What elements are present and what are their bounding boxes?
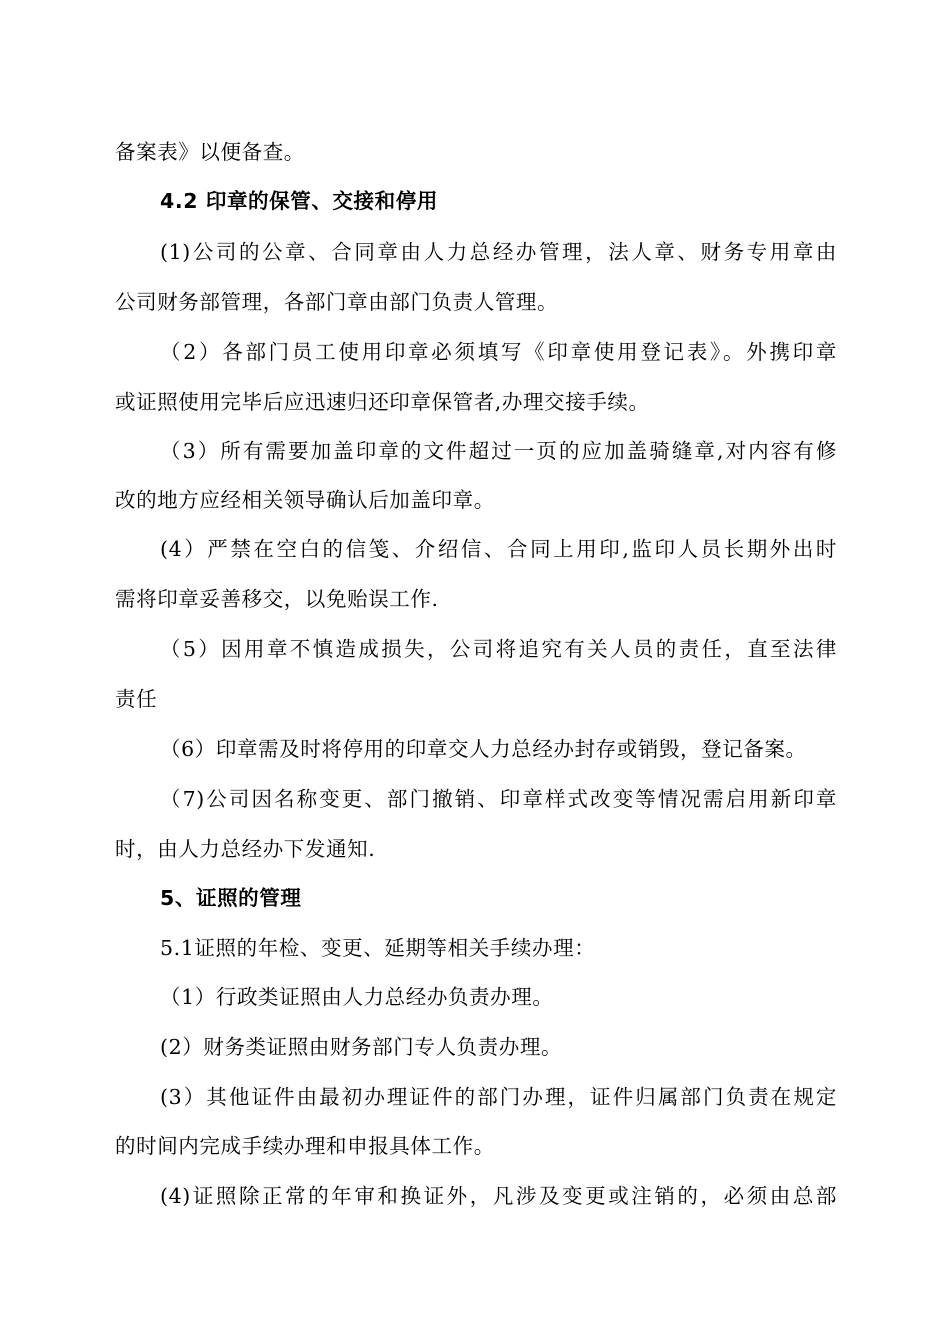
paragraph-line: （1）行政类证照由人力总经办负责办理。 bbox=[160, 985, 554, 1009]
paragraph-line: 责任 bbox=[115, 687, 158, 711]
paragraph-line: 的时间内完成手续办理和申报具体工作。 bbox=[115, 1134, 495, 1158]
section-heading-4-2: 4.2 印章的保管、交接和停用 bbox=[160, 189, 438, 213]
paragraph-line: (4)证照除正常的年审和换证外，凡涉及变更或注销的，必须由总部 bbox=[160, 1184, 837, 1208]
paragraph-line: 公司财务部管理，各部门章由部门负责人管理。 bbox=[115, 290, 559, 314]
paragraph-line: (1)公司的公章、合同章由人力总经办管理，法人章、财务专用章由 bbox=[160, 240, 837, 264]
paragraph-line: 或证照使用完毕后应迅速归还印章保管者,办理交接手续。 bbox=[115, 390, 650, 414]
paragraph-line: 5.1证照的年检、变更、延期等相关手续办理： bbox=[160, 936, 596, 960]
paragraph-line: （5）因用章不慎造成损失，公司将追究有关人员的责任，直至法律 bbox=[160, 637, 837, 661]
paragraph-line: 时，由人力总经办下发通知. bbox=[115, 837, 376, 861]
paragraph-line: （6）印章需及时将停用的印章交人力总经办封存或销毁，登记备案。 bbox=[160, 737, 807, 761]
section-heading-5: 5、证照的管理 bbox=[160, 886, 302, 910]
paragraph-line: （3）所有需要加盖印章的文件超过一页的应加盖骑缝章,对内容有修 bbox=[160, 439, 837, 463]
paragraph-line: (2）财务类证照由财务部门专人负责办理。 bbox=[160, 1035, 563, 1059]
paragraph-line: (3）其他证件由最初办理证件的部门办理，证件归属部门负责在规定 bbox=[160, 1085, 837, 1109]
paragraph-line: 改的地方应经相关领导确认后加盖印章。 bbox=[115, 488, 495, 512]
paragraph-line: （2）各部门员工使用印章必须填写《印章使用登记表》。外携印章 bbox=[160, 340, 837, 364]
paragraph-line: （7)公司因名称变更、部门撤销、印章样式改变等情况需启用新印章 bbox=[160, 787, 837, 811]
paragraph-line: (4）严禁在空白的信笺、介绍信、合同上用印,监印人员长期外出时 bbox=[160, 537, 837, 561]
paragraph-line: 需将印章妥善移交，以免贻误工作. bbox=[115, 587, 439, 611]
paragraph-line: 备案表》以便备查。 bbox=[115, 140, 305, 164]
